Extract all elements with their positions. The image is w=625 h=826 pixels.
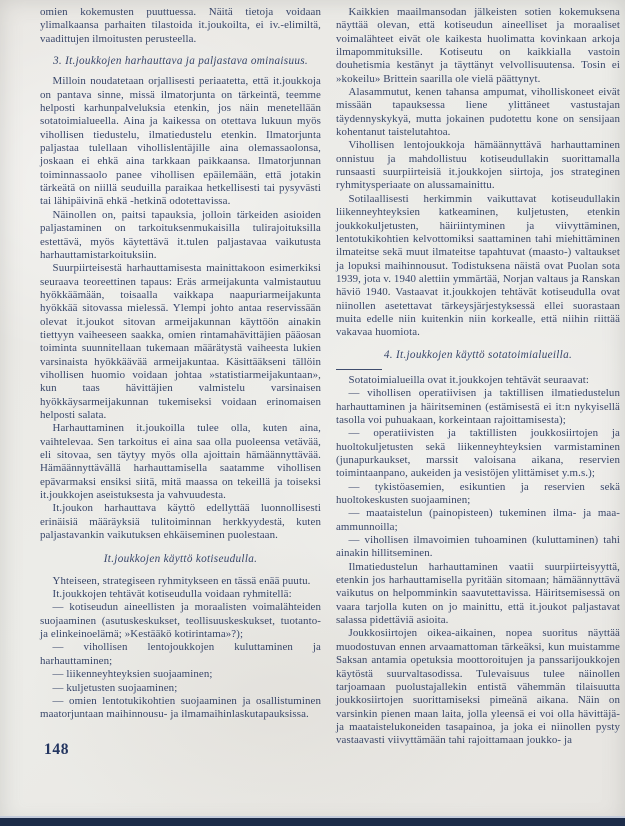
paragraph: It.joukkojen tehtävät kotiseudulla voidaan ryhmitellä: [52, 588, 292, 601]
list-item: — maataistelun (painopisteen) tukeminen ilma- ja maa-ammunnoilla; [336, 507, 620, 533]
list-item: — kotiseudun aineellisten ja moraalisten voimalähteiden suojaaminen (asutuskeskukset, teollisuuskeskukset, tuotanto- ja elinkeinoelämä; »Kestääkö kotirintama»?); [40, 601, 321, 641]
paragraph: Yhteiseen, strategiseen ryhmitykseen en tässä enää puutu. [52, 574, 311, 587]
paragraph: It.joukon harhauttava käyttö edellyttää luonnollisesti erinäisiä määräyksiä tulitoiminnan herkkyydestä, kuten paljastavankin vaikutuksen ehkäiseminen puolestaan. [40, 502, 321, 542]
paragraph: Näinollen on, paitsi tapauksia, jolloin tärkeiden asioiden paljastaminen on tarkoituksenmukaisilla tulirajoituksilla estettävä, myös käytettävä it.tulen paljastavaa vaikutusta harhauttamistarkoituksiin. [40, 208, 321, 261]
right-column [336, 6, 620, 748]
footer-bar [0, 816, 625, 826]
list-item: — liikenneyhteyksien suojaaminen; [52, 668, 213, 681]
paragraph: omien kokemusten puuttuessa. Näitä tietoja voidaan ylimalkaansa parhaiten tilastoida it.joukoilta, ei iv.-elimiltä, vaadittujen ilmoitusten perusteella. [40, 6, 321, 45]
paragraph: Milloin noudatetaan orjallisesti periaatetta, että it.joukkoja on pantava sinne, missä ilmatorjunta on tärkeintä, teemme helposti karhunpalveluksia etenkin, jos näin menetellään sotatoimialueella. Aina ja kaikessa on otettava lukuun myös vihollisen tiedustelu, ilmatiedustelu etenkin. Ilmatorjunta paljastaa tulellaan vihollislentäjille aina olemassaolonsa, joskaan ei ehkä aina tarkkaan paikkaansa. Ilmatorjunnan toiminnassaolo panee vihollisen epäilemään, että jotakin tärkeätä on niillä seuduilla paraikaa hetkellisesti tai pysyvästi tai lähipäivinä ehkä -hetkinä odotettavissa. [40, 75, 321, 208]
paragraph: Harhauttaminen it.joukoilla tulee olla, kuten aina, vaihtelevaa. Sen tarkoitus ei aina saa olla puoleensa vetävää, eli sitovaa, sen täytyy myös olla ajoittain hämäännyttävää. Hämäännyttävällä harhauttamisella saatamme vihollisen epävarmaksi ensiksi siitä, mitä maassa on tekeillä ja toiseksi it.joukkojen aseistuksesta ja vahvuudesta. [40, 422, 321, 502]
page-number: 148 [44, 741, 70, 758]
list-item: — tykistöasemien, esikuntien ja reservien sekä huoltokeskusten suojaaminen; [336, 480, 620, 507]
paragraph: Vihollisen lentojoukkoja hämäännyttävä harhauttaminen onnistuu ja mahdollistuu kotiseudullakin suorittamalla runsaasti suurpiirteisiä it.joukkojen siirtoja, jos strateginen ryhmitysperiaate on alussamainittu. [336, 139, 620, 192]
section-heading: It.joukkojen käyttö kotiseudulla. [103, 553, 258, 566]
list-item: — omien lentotukikohtien suojaaminen ja osallistuminen maatorjuntaan maihinnousu- ja ilmamaihinlaskutapauksissa. [40, 694, 321, 721]
paragraph: Alasammutut, kenen tahansa ampumat, viholliskoneet eivät missään tapauksessa liene ylittäneet vastustajan täydennyskykyä, mutta jokainen pudotettu kone on sensijaan kohentanut taistelutahtoa. [336, 86, 620, 139]
paragraph: Suurpiirteisestä harhauttamisesta mainittakoon esimerkiksi seuraava teoreettinen tapaus: Eräs armeijakunta valmistautuu hyökkäämään, toisaalla vaikkapa naapuriarmeijakunta hyökkää sitovassa mielessä. Ylempi johto antaa reservissään olevat it.joukot sitovan armeijakunnan käyttöön ainakin tiettyyn vaiheeseen saakka, omien rintamahävittäjien pääosan toiminta suunnitellaan tukemaan määrätystä vaiheesta lukien varsinaista hyökkäävää armeijakuntaa. Käsittääkseni tällöin vihollisen huomio voidaan johtaa »statistiarmeijakuntaan», kun taas hävittäjien valmistelu varsinaisen hyökkäysarmeijakunnan tukemiseksi voidaan erinomaisen helposti salata. [40, 262, 321, 421]
paragraph: Joukkosiirtojen oikea-aikainen, nopea suoritus näyttää muodostuvan ennen arvaamattoman tärkeäksi, kun muistamme Saksan antamia opetuksia moottoroitujen ja panssarijoukkojen käytöstä suurvaltasodissa. Tulevaisuus tulee näinollen tarjoamaan puolustajallekin entistä vähemmän tilaisuutta joukkosiirtojen suorittamiseksi pimeänä aikana. Näin on varsinkin pienen maan laita, jolla yleensä ei voi olla hävittäjä- ja maataistelukoneiden tasapainoa, ja joka ei niinollen pysty vastaavasti viivyttämään tahi rajoittamaan joukko- ja [336, 627, 620, 747]
paragraph: Sotatoimialueilla ovat it.joukkojen tehtävät seuraavat: [348, 373, 590, 386]
paragraph: Kaikkien maailmansodan jälkeisten sotien kokemuksena näyttää olevan, että kotiseudun aineelliset ja moraaliset voimalähteet eivät ole kaikesta huolimatta kovinkaan arkoja ilmapommituksille. Kotiseutu on kaikkialla vastoin douhetismia kestänyt ja täyttänyt velvollisuutensa. Tosin ei »kokeilu» Brittein saarilla ole vielä päättynyt. [336, 6, 620, 85]
list-item: — vihollisen ilmavoimien tuhoaminen (kuluttaminen) tahi ainakin hillitseminen. [336, 534, 620, 560]
paragraph: Sotilaallisesti herkimmin vaikuttavat kotiseudullakin liikenneyhteyksien katkeaminen, kuljetusten, etenkin joukkokuljetusten, häiriintyminen ja viivyttäminen, lentotukikohtien kelvottomiksi saattaminen tahi miehittäminen ilmateitse sekä muut ilmateitse tapahtuvat (maasto-) valtaukset ja lopuksi maihinnousut. Todistuksena näistä ovat Puolan sota 1939, jota v. 1940 alettiin ymmärtää, Norjan valtaus ja Ranskan häviö 1940. Vastaavat it.joukkojen tehtävät kotiseudulla ovat niinollen asetettavat tärkeysjärjestyksessä ellei suorastaan muita edelle niin kuitenkin niin korkealle, että niihin riittää vakavaa huomiota. [336, 192, 620, 339]
section-rule [336, 369, 382, 370]
list-item: — operatiivisten ja taktillisten joukkosiirtojen ja huoltokuljetusten sekä liikenneyhteyksien varmistaminen (junapurkaukset, marssit valoisana aikana, reservien toimintaanpano, aukeiden ja vesistöjen ylittämiset y.m.s.); [336, 427, 620, 480]
list-item: — vihollisen operatiivisen ja taktillisen ilmatiedustelun harhauttaminen ja häiritseminen (estämisestä ei it:n nykyisellä tasolla voi puhuakaan, korkeintaan rajoittamisesta); [336, 387, 620, 426]
list-item: — kuljetusten suojaaminen; [52, 681, 178, 694]
list-item: — vihollisen lentojoukkojen kuluttaminen ja harhauttaminen; [40, 641, 321, 667]
paragraph: Ilmatiedustelun harhauttaminen vaatii suurpiirteisyyttä, etenkin jos harhauttamisella pyritään sitomaan; hämäännyttävä vaikutus on helpomminkin saavutettavissa. Häiritsemisessä on vaara tarjolla kuten on jo mainittu, että it.joukot paljastavat salassa pidettäviä asioita. [336, 560, 620, 627]
section-heading: 3. It.joukkojen harhauttava ja paljastava ominaisuus. [53, 55, 308, 68]
left-column [40, 6, 321, 722]
section-heading: 4. It.joukkojen käyttö sotatoimialueilla. [383, 348, 573, 361]
